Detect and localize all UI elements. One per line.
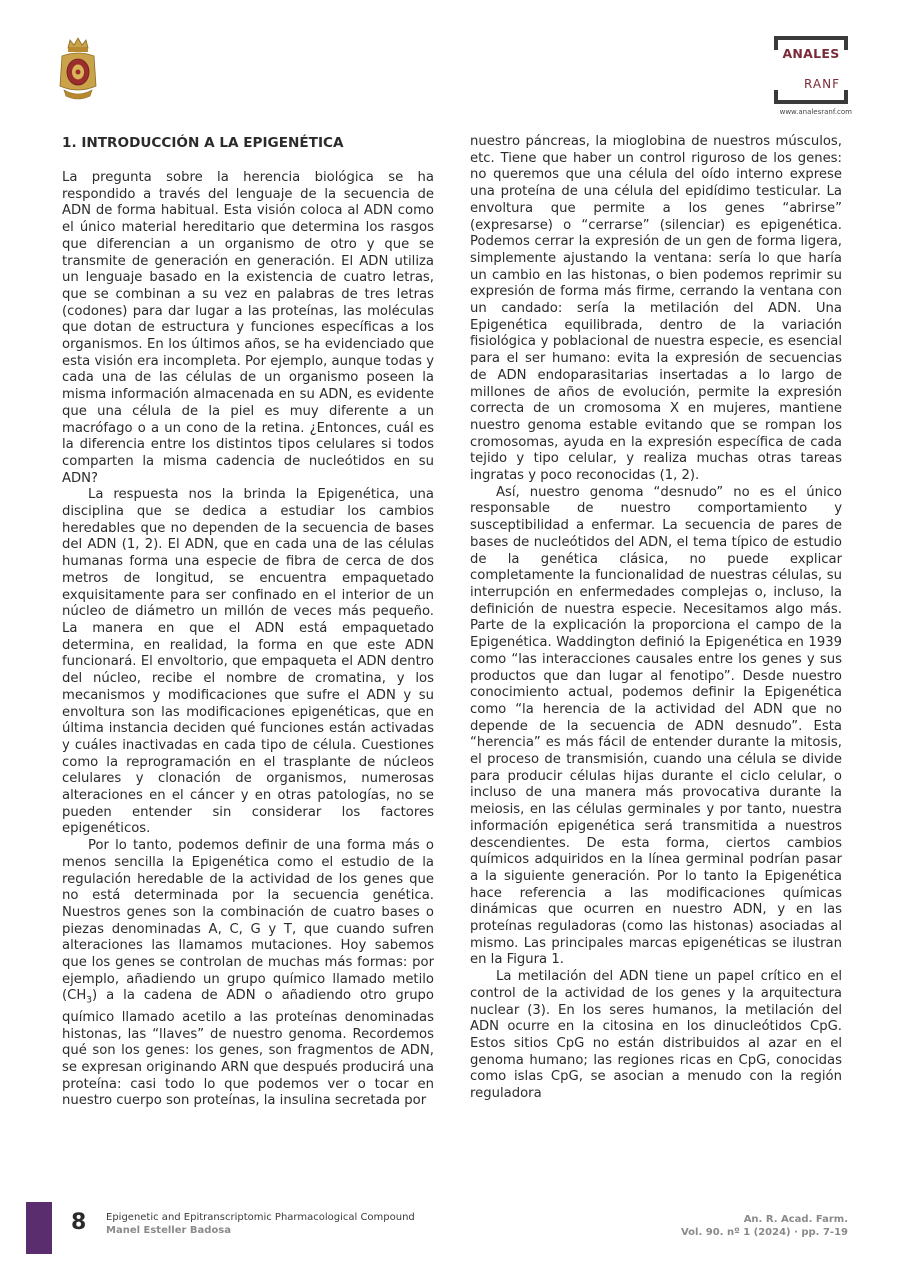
paragraph: La respuesta nos la brinda la Epigenética, una disciplina que se dedica a estudiar los cambios heredables que no dependen de la secuencia de bases del ADN (1, 2). El ADN, que en cada una de las células humanas forma una especie de fibra de cerca de dos metros de longitud, se encuentra empaquetado exquisitamente para ser confinado en el interior de un núcleo de diámetro un millón de veces más pequeño. La manera en que el ADN está empaquetado determina, en realidad, la forma en que este ADN funcionará. El envoltorio, que empaqueta el ADN dentro del núcleo, recibe el nombre de cromatina, y los mecanismos y modificaciones que sufre el ADN y su envoltura son las modificaciones epigenéticas, que en última instancia deciden qué funciones están activadas y cuáles inactivadas en cada tipo de célula. Cuestiones como la reprogramación en el trasplante de núcleos celulares y clonación de organismos, numerosas alteraciones en el cáncer y en otras patologías, no se pueden entender sin considerar los factores epigenéticos. (62, 487, 434, 837)
paragraph: La pregunta sobre la herencia biológica se ha respondido a través del lenguaje de la secuencia de ADN de forma habitual. Esta visión coloca al ADN como el único material hereditario que determina los rasgos que diferencian a un organismo de otro y que se transmite de generación en generación. El ADN utiliza un lenguaje basado en la existencia de cuatro letras, que se combinan a su vez en palabras de tres letras (codones) para dar lugar a las proteínas, las moléculas que dotan de estructura y funciones específicas a los organismos. En los últimos años, se ha evidenciado que esta visión era incompleta. Por ejemplo, aunque todas y cada una de las células de un organismo poseen la misma información almacenada en su ADN, es evidente que una célula de la piel es muy diferente a un macrófago o a un cono de la retina. ¿Entonces, cuál es la diferencia entre los distintos tipos celulares si todos comparten la misma cadencia de nucleótidos en su ADN? (62, 170, 434, 486)
paragraph: nuestro páncreas, la mioglobina de nuestros músculos, etc. Tiene que haber un control riguroso de los genes: no queremos que una célula del oído interno exprese una proteína de una célula del epidídimo testicular. La envoltura que permite a los genes “abrirse” (expresarse) o “cerrarse” (silenciar) es epigenética. Podemos cerrar la expresión de un gen de forma ligera, simplemente ajustando la ventana: sería lo que haría un cambio en las histonas, o bien podemos reprimir su expresión de forma más firme, cerrando la ventana con un candado: sería la metilación del ADN. Una Epigenética equilibrada, dentro de la variación fisiológica y poblacional de nuestra especie, es esencial para el ser humano: evita la expresión de secuencias de ADN endoparasitarias insertadas a lo largo de millones de años de evolución, permite la expresión correcta de un cromosoma X en mujeres, mantiene nuestro genoma estable evitando que se rompan los cromosomas, ayuda en la expresión específica de cada tejido y tipo celular, y realiza muchas otras tareas ingratas y poco reconocidas (1, 2). (470, 134, 842, 484)
left-column (62, 134, 434, 1110)
footer-author: Manel Esteller Badosa (106, 1225, 232, 1236)
academy-crest-logo (56, 34, 100, 106)
paragraph-text: Por lo tanto, podemos definir de una forma más o menos sencilla la Epigenética como el estudio de la regulación heredable de la actividad de los genes que no está determinada por la secuencia genética. Nuestros genes son la combinación de cuatro bases o piezas denominadas A, C, G y T, que cuando sufren alteraciones las llamamos mutaciones. Hoy sabemos que los genes se controlan de muchas más formas: por ejemplo, añadiendo un grupo químico llamado metilo (CH (62, 838, 434, 1004)
crest-icon (56, 34, 100, 106)
paragraph: La metilación del ADN tiene un papel crítico en el control de la actividad de los genes y la arquitectura nuclear (3). En los seres humanos, la metilación del ADN ocurre en la citosina en los dinucleótidos CpG. Estos sitios CpG no están distribuidos al azar en el genoma humano; las regiones ricas en CpG, conocidas como islas CpG, se asocian a menudo con la región reguladora (470, 969, 842, 1102)
paragraph-text: ) a la cadena de ADN o añadiendo otro grupo químico llamado acetilo a las proteínas denominadas histonas, las “llaves” de nuestro genoma. Recordemos qué son los genes: los genes, son fragmentos de ADN, se expresan originando ARN que después producirá una proteína: casi todo lo que podemos ver o tocar en nuestro cuerpo son proteínas, la insulina secretada por (62, 988, 434, 1109)
brand-url-link[interactable]: www.analesranf.com (779, 108, 852, 116)
footer-article-title: Epigenetic and Epitranscriptomic Pharmacological Compound (106, 1212, 415, 1223)
paragraph: Así, nuestro genoma “desnudo” no es el único responsable de nuestro comportamiento y susceptibilidad a enfermar. La secuencia de pares de bases de nucleótidos del ADN, el tema típico de estudio de la genética clásica, no puede explicar completamente la funcionalidad de nuestras células, su interrupción en enfermedades complejas o, incluso, la definición de nuestra especie. Necesitamos algo más. Parte de la explicación la proporciona el campo de la Epigenética. Waddington definió la Epigenética en 1939 como “las interacciones causales entre los genes y sus productos que dan lugar al fenotipo”. Desde nuestro conocimiento actual, podemos definir la Epigenética como “la herencia de la actividad del ADN que no depende de la secuencia de ADN desnudo”. Esta “herencia” es más fácil de entender durante la mitosis, el proceso de transmisión, cuando una célula se divide para producir células hijas durante el ciclo celular, o incluso de una manera más provocativa durante la meiosis, en las células germinales y por tanto, nuestra información epigenética será transmitida a nuestros descendientes. De esta forma, ciertos cambios químicos adquiridos en la línea germinal podrían pasar a la siguiente generación. Por lo tanto la Epigenética hace referencia a las modificaciones químicas dinámicas que ocurren en nuestro ADN, y en las proteínas reguladoras (como las histonas) asociadas al mismo. Las principales marcas epigenéticas se ilustran en la Figura 1. (470, 484, 842, 968)
footer-journal-info (681, 1213, 848, 1239)
right-column (470, 134, 842, 1103)
footer-accent-bar (26, 1202, 52, 1254)
section-title: 1. INTRODUCCIÓN A LA EPIGENÉTICA (62, 135, 344, 151)
brand-title: ANALES (782, 46, 840, 61)
footer-article-info (106, 1211, 415, 1237)
footer-journal: An. R. Acad. Farm. (743, 1214, 848, 1225)
paragraph (62, 838, 434, 1110)
anales-ranf-logo[interactable] (740, 34, 852, 116)
subscript: 3 (86, 996, 93, 1007)
brand-subtitle: RANF (804, 77, 840, 91)
page-number: 8 (71, 1210, 87, 1235)
footer-volume: Vol. 90. nº 1 (2024) · pp. 7-19 (680, 1227, 848, 1238)
